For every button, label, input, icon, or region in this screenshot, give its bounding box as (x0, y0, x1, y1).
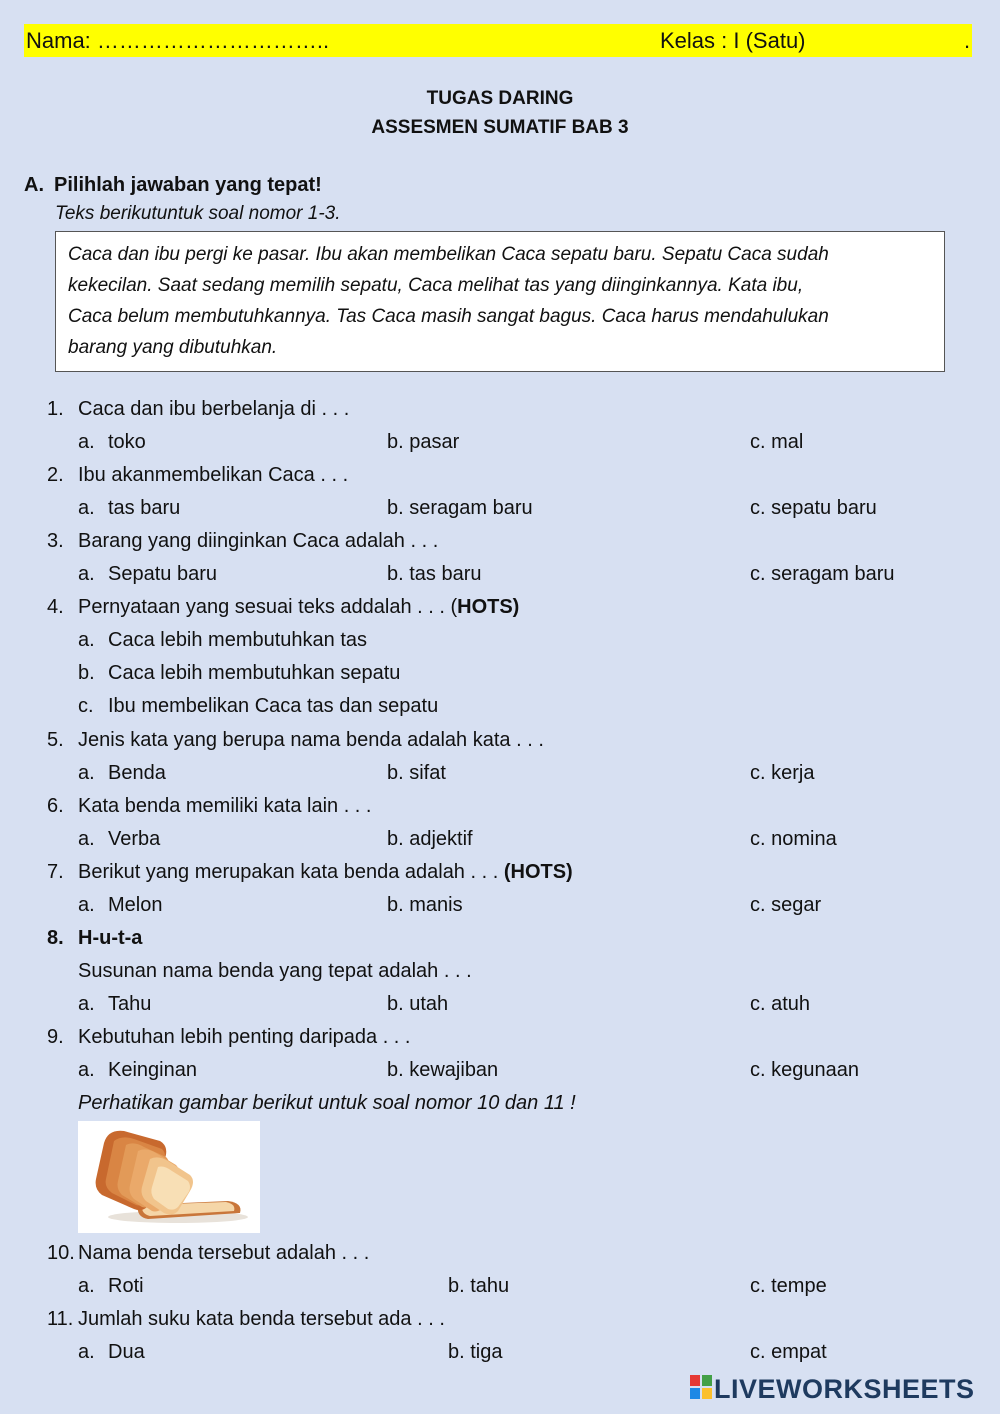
option-a[interactable]: a. Melon (78, 894, 163, 916)
liveworksheets-logo (690, 1374, 975, 1404)
option-a[interactable]: a. tas baru (78, 497, 181, 519)
page-subtitle: ASSESMEN SUMATIF BAB 3 (371, 117, 629, 138)
option-b[interactable]: b. tiga (448, 1341, 503, 1363)
question-number: 8. (47, 927, 64, 949)
option-b[interactable]: b. seragam baru (387, 497, 533, 519)
hots-tag: HOTS) (457, 596, 520, 618)
question-number: 7. (47, 861, 64, 883)
option-c[interactable]: c. empat (750, 1341, 827, 1363)
option-c[interactable]: c. Ibu membelikan Caca tas dan sepatu (78, 695, 439, 717)
question-text: Jumlah suku kata benda tersebut ada . . . (78, 1308, 445, 1330)
question-number: 2. (47, 464, 64, 486)
question-text: Caca dan ibu berbelanja di . . . (78, 398, 350, 420)
option-a[interactable]: a. Sepatu baru (78, 563, 217, 585)
bread-slices-icon (78, 1121, 260, 1233)
question-number: 11. (47, 1308, 74, 1330)
question-text: Susunan nama benda yang tepat adalah . . . (78, 960, 472, 982)
name-field-label: Nama: ………………………….. (26, 28, 330, 53)
option-c[interactable]: c. mal (750, 431, 804, 453)
option-c[interactable]: c. atuh (750, 993, 811, 1015)
option-b[interactable]: b. pasar (387, 431, 460, 453)
reading-passage (55, 231, 945, 372)
option-b[interactable]: b. sifat (387, 762, 446, 784)
question-text: Kebutuhan lebih penting daripada . . . (78, 1026, 411, 1048)
header-bar (24, 24, 972, 57)
question-number: 5. (47, 729, 64, 751)
option-b[interactable]: b. tahu (448, 1275, 510, 1297)
bread-image (78, 1121, 260, 1233)
section-heading-text: Pilihlah jawaban yang tepat! (54, 174, 322, 196)
class-label: Kelas : I (Satu) (660, 28, 806, 53)
option-c[interactable]: c. tempe (750, 1275, 827, 1297)
passage-line: Caca dan ibu pergi ke pasar. Ibu akan membelikan Caca sepatu baru. Sepatu Caca sudah (68, 244, 829, 265)
question-number: 9. (47, 1026, 64, 1048)
section-letter: A. (24, 174, 44, 196)
passage-line: barang yang dibutuhkan. (68, 337, 278, 358)
passage-line: kekecilan. Saat sedang memilih sepatu, Caca melihat tas yang diinginkannya. Kata ibu, (68, 275, 804, 296)
passage-intro: Teks berikutuntuk soal nomor 1-3. (55, 203, 341, 224)
question-text: Kata benda memiliki kata lain . . . (78, 795, 372, 817)
scrambled-word: H-u-t-a (78, 927, 143, 949)
option-a[interactable]: a. Keinginan (78, 1059, 197, 1081)
question-text: Nama benda tersebut adalah . . . (78, 1242, 370, 1264)
question-text: Pernyataan yang sesuai teks addalah . . . (HOTS) (78, 596, 520, 618)
header-trailing-dot: . (964, 28, 971, 53)
option-b[interactable]: b. utah (387, 993, 449, 1015)
question-text: Ibu akanmembelikan Caca . . . (78, 464, 349, 486)
option-c[interactable]: c. segar (750, 894, 822, 916)
question-number: 6. (47, 795, 64, 817)
option-c[interactable]: c. seragam baru (750, 563, 895, 585)
option-c[interactable]: c. nomina (750, 828, 837, 850)
option-a[interactable]: a. Verba (78, 828, 161, 850)
option-c[interactable]: c. kerja (750, 762, 815, 784)
page-title: TUGAS DARING (426, 88, 574, 109)
option-a[interactable]: a. Benda (78, 762, 166, 784)
question-number: 1. (47, 398, 64, 420)
option-a[interactable]: a. Tahu (78, 993, 152, 1015)
question-number: 3. (47, 530, 64, 552)
option-a[interactable]: a. Roti (78, 1275, 144, 1297)
question-number: 4. (47, 596, 64, 618)
option-c[interactable]: c. kegunaan (750, 1059, 859, 1081)
logo-text: LIVEWORKSHEETS (714, 1374, 975, 1404)
question-text: Barang yang diinginkan Caca adalah . . . (78, 530, 439, 552)
option-b[interactable]: b. tas baru (387, 563, 482, 585)
passage-line: Caca belum membutuhkannya. Tas Caca masih sangat bagus. Caca harus mendahulukan (68, 306, 829, 327)
option-b[interactable]: b. Caca lebih membutuhkan sepatu (78, 662, 401, 684)
option-b[interactable]: b. kewajiban (387, 1059, 499, 1081)
question-text: Berikut yang merupakan kata benda adalah . . . (HOTS) (78, 861, 573, 883)
question-number: 10. (47, 1242, 75, 1264)
option-a[interactable]: a. Caca lebih membutuhkan tas (78, 629, 368, 651)
hots-tag: (HOTS) (503, 861, 573, 883)
option-a[interactable]: a. Dua (78, 1341, 145, 1363)
option-c[interactable]: c. sepatu baru (750, 497, 877, 519)
option-a[interactable]: a. toko (78, 431, 146, 453)
option-b[interactable]: b. manis (387, 894, 463, 916)
option-b[interactable]: b. adjektif (387, 828, 473, 850)
question-text: Jenis kata yang berupa nama benda adalah kata . . . (78, 729, 544, 751)
section-heading (24, 174, 322, 197)
liveworksheets-mark-icon (690, 1375, 712, 1406)
